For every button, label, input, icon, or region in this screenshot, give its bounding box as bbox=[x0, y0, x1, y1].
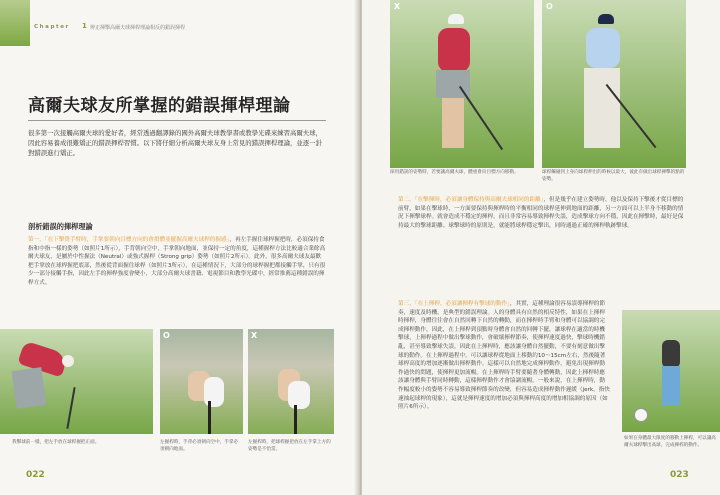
photo-1-golfer-crouching bbox=[0, 329, 153, 434]
golfer-head bbox=[62, 355, 74, 367]
caption-photo-4: 採用錯誤的姿勢時，若要讓高爾夫球，體重會向目標方向移動。 bbox=[390, 170, 519, 175]
golfer-pants bbox=[584, 68, 620, 148]
grip-shaft bbox=[208, 401, 211, 434]
golfer-legs bbox=[12, 367, 47, 409]
chapter-number: 1 bbox=[82, 22, 87, 30]
second-point bbox=[398, 196, 684, 230]
grip-shaft-2 bbox=[294, 405, 297, 434]
caption-photo-3: 左握桿時，把球桿握把放在左手掌上方的姿勢是不恰當。 bbox=[248, 440, 331, 452]
photo-4-wrong-stance bbox=[390, 0, 534, 168]
third-point bbox=[398, 300, 610, 412]
header-photo bbox=[0, 0, 30, 46]
second-highlight: 第二，「在擊揮時，必須讓身體保持與高爾夫球相同的距離」 bbox=[398, 197, 544, 203]
caption-photo-6: 如果在身體最大限度的移動上揮桿，可以讓高爾夫球桿擊出高球，完成揮桿的動作。 bbox=[624, 436, 716, 448]
golf-club bbox=[66, 387, 75, 429]
photo-5-correct-stance bbox=[542, 0, 686, 168]
section-title: 剖析錯誤的揮桿理論 bbox=[28, 222, 93, 231]
golfer-shirt bbox=[438, 28, 470, 72]
mark-photo-3: X bbox=[251, 331, 258, 340]
golfer-shirt-2 bbox=[586, 28, 620, 68]
right-page bbox=[362, 0, 720, 495]
caption-photo-1: 我擊球前一樣，把左手放在球桿握把正面。 bbox=[12, 440, 100, 445]
grip-glove-2 bbox=[288, 381, 310, 409]
section-body bbox=[28, 236, 326, 288]
mark-photo-2: O bbox=[163, 331, 170, 340]
section-body-highlight: 第一，「在下擊覺手臂時，手掌要朝向目標方向的會損體並擺握高爾夫球桿的握感」 bbox=[28, 237, 230, 243]
caption-photo-2: 左握桿時，手背必須朝向空中，手掌必須朝向地面。 bbox=[160, 440, 239, 452]
main-title-rule bbox=[28, 120, 326, 121]
left-page bbox=[0, 0, 358, 495]
golf-club-2 bbox=[459, 86, 503, 150]
golfer-cap bbox=[448, 14, 464, 24]
photo-3-grip bbox=[248, 329, 334, 434]
page-number-right: 023 bbox=[670, 470, 689, 480]
golfer-cap-2 bbox=[598, 14, 614, 24]
caption-photo-5: 球桿觸碰到上身向球桿伸出的時候以最大，彼此有做出球桿揮擊的點的姿勢。 bbox=[542, 170, 685, 182]
third-highlight: 第三，「在上揮桿，必須讓揮桿有擊球的動作」 bbox=[398, 301, 510, 307]
second-body: ，但是幾乎在建立姿勢時，他以及保持下擊後才從目標的前臂，如果在擊球時，一方面要保持與揮桿時的平衡相同的球桿延伸到地面的距離，另一方面可以上半身不移動的情況下揮擊球桿。就會造成不穩定的揮桿，而且非常容易導致揮桿失誤，造成擊球方向不穩，因此在揮擊時，最好是保持最大的擊球距離。球擊球時的原則是，就能將球桿穩定擊出，同時通過正確的揮桿軌跡擊球。 bbox=[398, 197, 684, 229]
intro-paragraph: 很多第一次接觸高爾夫球的愛好者，經常透過翻譯錄的國外高爾夫球教學書或教學光碟來練習高爾夫球，因此容易養成很難矯正的錯誤揮桿習慣。以下將仔細分析高爾夫球友身上常見的錯誤揮桿理論，並逐一針對錯誤進行矯正。 bbox=[28, 129, 322, 157]
mark-photo-4: X bbox=[394, 2, 401, 11]
golfer-legs-2 bbox=[442, 98, 464, 148]
chapter-label: Chapter bbox=[34, 24, 70, 30]
photo-2-grip bbox=[160, 329, 243, 434]
grip-glove bbox=[204, 377, 224, 407]
photo-6-swing bbox=[622, 310, 720, 432]
mark-photo-5: O bbox=[546, 2, 553, 11]
golfer-pants-2 bbox=[662, 366, 680, 406]
section-body-text: ，再左手握住球桿握把時，必須保持食指和中指一樣的姿勢（如照片1所示），手背朝向空中，手掌朝向地面，並保持一定的角度，這種握桿方法比較適合業餘高爾夫球友，是屬於中性握法（Neutral）或強式握桿（Strong grip）姿勢（如照片2所示）。此外，很多高爾夫球友最歡把手掌放在球桿握把底部，然後從背面握住球桿（如照片3所示），在這種情況下，大部分的球桿握把都接觸手掌，只有很少一部分接觸手指，因此左手的揮桿強度會變小，大部分高爾夫球書籍、電視節目和教學光碟中，經常推薦這種錯誤的揮桿方式。 bbox=[28, 237, 326, 286]
chapter-title: 辨正揮擊高爾夫球揮桿理論相反的錯誤揮桿 bbox=[90, 25, 186, 31]
main-title: 高爾夫球友所掌握的錯誤揮桿理論 bbox=[28, 96, 291, 116]
golf-ball bbox=[634, 408, 648, 422]
golfer-shirt-3 bbox=[662, 340, 680, 368]
page-number-left: 022 bbox=[26, 470, 45, 480]
third-body: ，其實，這種理論很容易誤導揮桿的節奏，速度及時機，是典型的錯誤理論。人的身體具有自然的相反特性，如果在上揮桿時揮桿，身體往往會在自然回轉下自然的轉動，而在揮桿時手臂和身體可以協調的完成揮桿動作，因此，在上揮桿到頂點時身體會自然的回轉下擺，讓球桿在適當的時機擊球，上揮桿過程中做出擊球動作，會破壞揮桿節奏，使揮桿速度過快，擊球時機錯亂，甚至導致擊球失誤。因此在上揮桿時，應該讓身體自然擺動，不要有刻意做出擊球的動作。在上揮桿過程中，可以讓球桿從地面上移動約10～15cm左右，然後隨著球桿高度的增加逐漸做出揮桿動作。這樣可以自然地完成揮桿動作，避免出現揮桿動作過快的問題，使揮桿更加流暢。在上揮桿時手臂要隨著身體轉動，因此上揮桿時應該讓身體與手臂同時轉動，這樣揮桿動作才會協調流暢。一般來說，在上揮桿時，動作幅度較小的姿勢不容易導致揮桿節奏的改變，但容易造成揮桿動作遲緩（jerk，指快速抽起球桿的現象），這就是揮桿速度的增加必須與揮桿高度的增加相協調的原因（如照片6所示）。 bbox=[398, 301, 610, 411]
